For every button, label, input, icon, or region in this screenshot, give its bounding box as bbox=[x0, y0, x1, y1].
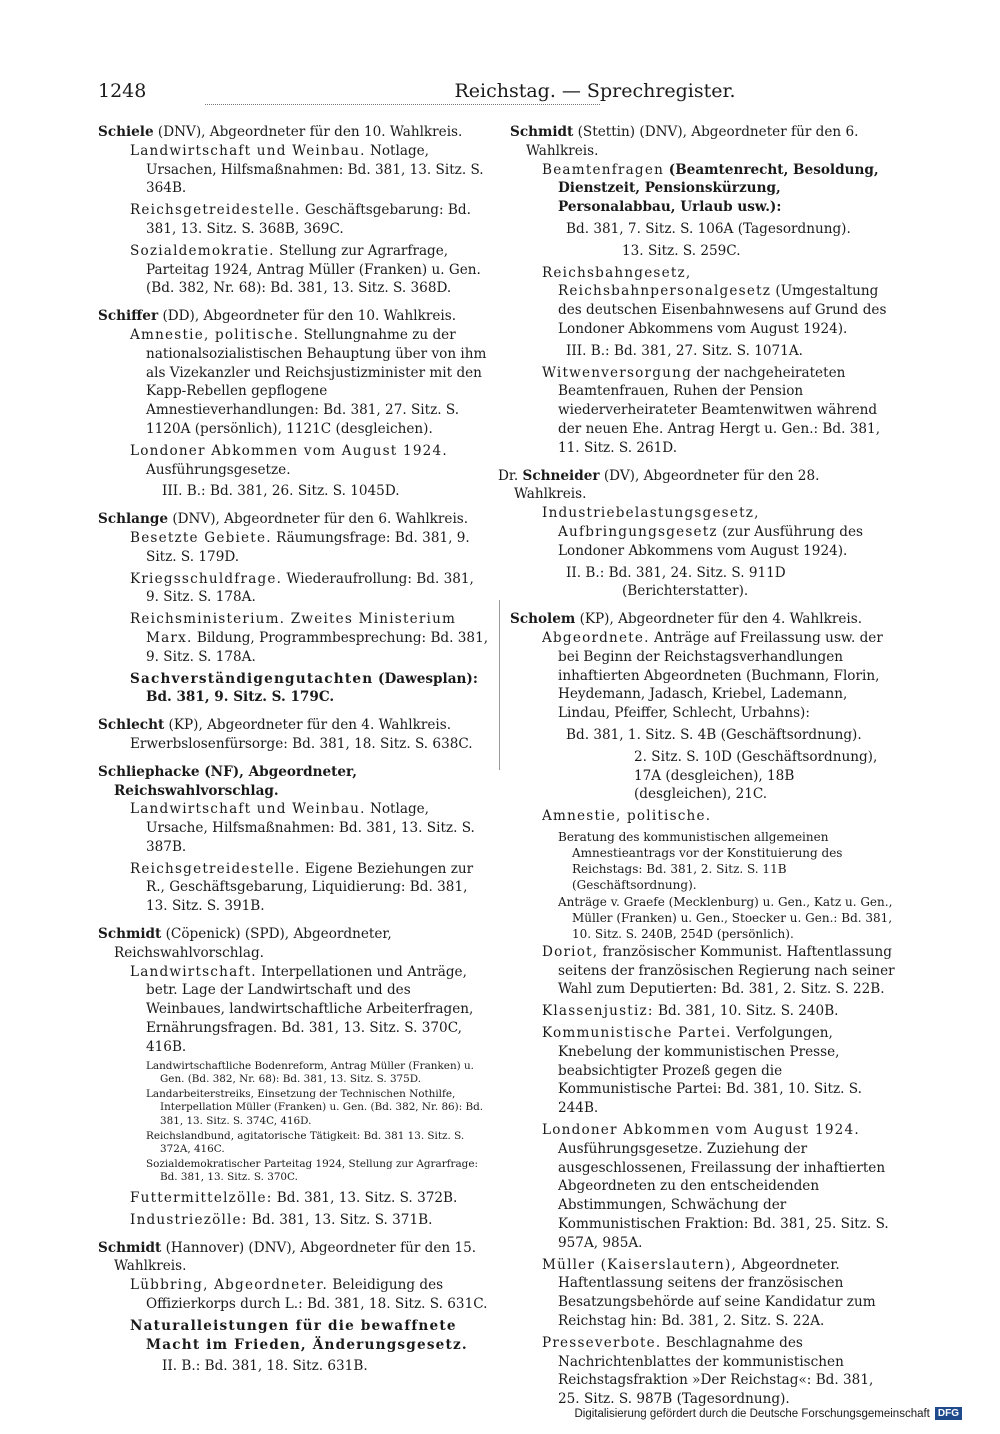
member-info: (KP), Abgeordneter für den 4. Wahlkreis. bbox=[575, 611, 863, 628]
register-entry bbox=[98, 123, 490, 298]
member-name: Scholem bbox=[510, 611, 576, 628]
register-entry bbox=[98, 307, 490, 501]
member-name: Schlecht bbox=[98, 717, 165, 734]
sub-subject-line: Sozialdemokratischer Parteitag 1924, Stellung zur Agrarfrage: Bd. 381, 13. Sitz. S. 370C. bbox=[146, 1157, 478, 1184]
member-name: Schiffer bbox=[98, 308, 159, 325]
subject-line: Abgeordnete. Anträge auf Freilassung usw. der bei Beginn der Reichstagsverhandlungen inhaftierten Abgeordneten (Buchmann, Florin, Heydemann, Jadasch, Kriebel, Lademann, Lindau, Pfeiffer, Schlecht, Urbahns): bbox=[542, 629, 883, 722]
header-rule bbox=[205, 104, 600, 105]
reference-line: III. B.: Bd. 381, 26. Sitz. S. 1045D. bbox=[162, 483, 400, 500]
subject-line: Londoner Abkommen vom August 1924. Ausführungsgesetze. Zuziehung der ausgeschlossenen, Freilassung der inhaftierten Abgeordneten zu den entscheidenden Abstimmungen, Schwächung der Kommunistischen Fraktion: Bd. 381, 25. Sitz. S. 957A, 985A. bbox=[542, 1122, 889, 1251]
subject-line: Reichsministerium. Zweites Ministerium Marx. Bildung, Programmbesprechung: Bd. 381, 9. Sitz. S. 178A. bbox=[130, 611, 489, 665]
member-name: Schmidt bbox=[510, 124, 574, 140]
member-info: (DNV), Abgeordneter für den 10. Wahlkreis. bbox=[153, 124, 463, 140]
register-entry bbox=[98, 925, 490, 1230]
register-entry bbox=[98, 1239, 490, 1377]
sub-subject-line: Landarbeiterstreiks, Einsetzung der Technischen Nothilfe, Interpellation Müller (Franken) u. Gen. (Bd. 382, Nr. 86): Bd. 381, 13. Sitz. S. 374C, 416D. bbox=[146, 1087, 484, 1128]
subject-line: Müller (Kaiserslautern), Abgeordneter. Haftentlassung seitens der französischen Besatzungsbehörde auf seine Kandidatur zum Reichstag hin: Bd. 381, 2. Sitz. S. 22A. bbox=[542, 1256, 876, 1330]
running-title: Reichstag. — Sprechregister. bbox=[454, 80, 736, 102]
sub-subject-line: Beratung des kommunistischen allgemeinen Amnestieantrags vor der Konstituierung des Reichstags: Bd. 381, 2. Sitz. S. 11B (Geschäftsordnung). bbox=[558, 829, 843, 892]
member-name: Schiele bbox=[98, 124, 154, 140]
member-info: (Hannover) (DNV), Abgeordneter für den 15. Wahlkreis. bbox=[114, 1239, 477, 1275]
reference-line: 2. Sitz. S. 10D (Geschäftsordnung), 17A (desgleichen), 18B (desgleichen), 21C. bbox=[634, 748, 878, 803]
footer bbox=[574, 1407, 962, 1420]
reference-line: III. B.: Bd. 381, 27. Sitz. S. 1071A. bbox=[566, 342, 803, 359]
subject-line: Besetzte Gebiete. Räumungsfrage: Bd. 381, 9. Sitz. S. 179D. bbox=[130, 529, 470, 565]
subject-line: Landwirtschaft. Interpellationen und Anträge, betr. Lage der Landwirtschaft und des Weinbaues, landwirtschaftliche Arbeiterfragen, Ernährungsfragen. Bd. 381, 13. Sitz. S. 370C, 416B. bbox=[130, 963, 474, 1055]
register-entry bbox=[510, 610, 895, 1409]
reference-line: II. B.: Bd. 381, 18. Sitz. 631B. bbox=[162, 1358, 368, 1375]
register-entry bbox=[98, 510, 490, 707]
subject-line: Landwirtschaft und Weinbau. Notlage, Ursache, Hilfsmaßnahmen: Bd. 381, 13. Sitz. S. 387B. bbox=[130, 801, 475, 855]
member-info: (DD), Abgeordneter für den 10. Wahlkreis. bbox=[158, 308, 457, 325]
register-entry bbox=[98, 763, 490, 916]
member-name: Schmidt bbox=[98, 926, 162, 943]
member-info: (Cöpenick) (SPD), Abgeordneter, Reichswahlvorschlag. bbox=[114, 926, 392, 961]
subject-line: Reichsbahngesetz, Reichsbahnpersonalgesetz (Umgestaltung des deutschen Eisenbahnwesens auf Grund des Londoner Abkommens vom August 1924). bbox=[542, 264, 887, 337]
left-column bbox=[98, 123, 490, 1385]
reference-line: 13. Sitz. S. 259C. bbox=[622, 242, 741, 259]
subject-line: Sozialdemokratie. Stellung zur Agrarfrage, Parteitag 1924, Antrag Müller (Franken) u. Gen. (Bd. 382, Nr. 68): Bd. 381, 13. Sitz. S. 368D. bbox=[130, 242, 481, 297]
member-info: (DNV), Abgeordneter für den 6. Wahlkreis. bbox=[168, 511, 469, 528]
subject-line: Amnestie, politische. bbox=[542, 808, 712, 825]
member-info: (DV), Abgeordneter für den 28. Wahlkreis. bbox=[514, 467, 820, 503]
subject-line: Reichsgetreidestelle. Eigene Beziehungen zur R., Geschäftsgebarung, Liquidierung: Bd. 381, 13. Sitz. S. 391B. bbox=[130, 860, 474, 915]
subject-line: Kommunistische Partei. Verfolgungen, Knebelung der kommunistischen Presse, beabsichtigter Prozeß gegen die Kommunistische Partei: Bd. 381, 10. Sitz. S. 244B. bbox=[542, 1025, 862, 1117]
subject-line: Industriebelastungsgesetz, Aufbringungsgesetz (zur Ausführung des Londoner Abkommens vom August 1924). bbox=[542, 505, 864, 559]
reference-line: Bd. 381, 1. Sitz. S. 4B (Geschäftsordnung). bbox=[566, 726, 862, 743]
footer-text: Digitalisierung gefördert durch die Deutsche Forschungsgemeinschaft bbox=[574, 1407, 930, 1420]
member-info: (KP), Abgeordneter für den 4. Wahlkreis. bbox=[164, 717, 452, 734]
subject-line: Doriot, französischer Kommunist. Haftentlassung seitens der französischen Regierung nach seiner Wahl zum Deputierten: Bd. 381, 2. Sitz. S. 22B. bbox=[542, 943, 895, 998]
subject-line: Londoner Abkommen vom August 1924. Ausführungsgesetze. bbox=[130, 442, 448, 478]
subject-line: Beamtenfragen (Beamtenrecht, Besoldung, Dienstzeit, Pensionskürzung, Personalabbau, Urlaub usw.): bbox=[542, 161, 879, 216]
subject-line: Lübbring, Abgeordneter. Beleidigung des Offizierkorps durch L.: Bd. 381, 18. Sitz. S. 631C. bbox=[130, 1277, 488, 1312]
sub-subject-line: Anträge v. Graefe (Mecklenburg) u. Gen., Katz u. Gen., Müller (Franken) u. Gen., Stoecker u. Gen.: Bd. 381, 10. Sitz. S. 240B, 254D (persönlich). bbox=[558, 894, 893, 941]
reference-line: Bd. 381, 7. Sitz. S. 106A (Tagesordnung). bbox=[566, 220, 851, 237]
subject-line: Reichsgetreidestelle. Geschäftsgebarung: Bd. 381, 13. Sitz. S. 368B, 369C. bbox=[130, 202, 471, 237]
member-name: Schmidt bbox=[98, 1239, 162, 1256]
register-entry bbox=[98, 716, 490, 754]
subject-line: Witwenversorgung der nachgeheirateten Beamtenfrauen, Ruhen der Pension wiederverheirateter Beamtenwitwen während der neuen Ehe. Antrag Hergt u. Gen.: Bd. 381, 11. Sitz. S. 261D. bbox=[542, 364, 881, 456]
subject-line: Erwerbslosenfürsorge: Bd. 381, 18. Sitz. S. 638C. bbox=[130, 735, 473, 752]
member-name: Schlange bbox=[98, 511, 168, 528]
column-divider bbox=[499, 600, 500, 770]
dfg-logo: DFG bbox=[935, 1407, 962, 1420]
register-entry: Dr. Schneider (DV), Abgeordneter für den 28. Wahlkreis. Industriebelastungsgesetz, Aufbringungsgesetz (zur Ausführung des Londoner Abkommens vom August 1924). II. B.: Bd. 381, 24. Sitz. S. 911D (Berichterstatter). bbox=[510, 467, 895, 602]
right-column bbox=[498, 123, 895, 1418]
subject-line: Klassenjustiz: Bd. 381, 10. Sitz. S. 240B. bbox=[542, 1003, 839, 1020]
sub-subject-line: Landwirtschaftliche Bodenreform, Antrag Müller (Franken) u. Gen. (Bd. 382, Nr. 68): Bd. 381, 13. Sitz. S. 375D. bbox=[146, 1059, 474, 1086]
member-info: (NF), Abgeordneter, Reichswahlvorschlag. bbox=[114, 763, 357, 799]
reference-line: II. B.: Bd. 381, 24. Sitz. S. 911D (Berichterstatter). bbox=[566, 564, 786, 600]
sub-subject-line: Reichslandbund, agitatorische Tätigkeit: Bd. 381 13. Sitz. S. 372A, 416C. bbox=[146, 1129, 465, 1156]
member-name: Schneider bbox=[522, 467, 600, 484]
subject-line: Industriezölle: Bd. 381, 13. Sitz. S. 371B. bbox=[130, 1211, 433, 1228]
subject-line: Sachverständigengutachten (Dawesplan): Bd. 381, 9. Sitz. S. 179C. bbox=[130, 670, 478, 706]
member-name: Schliephacke bbox=[98, 763, 200, 780]
subject-line: Presseverbote. Beschlagnahme des Nachrichtenblattes der kommunistischen Reichstagsfraktion »Der Reichstag«: Bd. 381, 25. Sitz. S. 987B (Tagesordnung). bbox=[542, 1334, 874, 1408]
subject-line: Landwirtschaft und Weinbau. Notlage, Ursachen, Hilfsmaßnahmen: Bd. 381, 13. Sitz. S. 364B. bbox=[130, 142, 484, 197]
subject-line: Amnestie, politische. Stellungnahme zu der nationalsozialistischen Behauptung über von ihm als Vizekanzler und Reichsjustizminister mit den Kapp-Rebellen gepflogene Amnestieverhandlungen: Bd. 381, 27. Sitz. S. 1120A (persönlich), 1121C (desgleichen). bbox=[130, 326, 487, 437]
subject-line: Kriegsschuldfrage. Wiederaufrollung: Bd. 381, 9. Sitz. S. 178A. bbox=[130, 570, 474, 606]
subject-line: Naturalleistungen für die bewaffnete Macht im Frieden, Änderungsgesetz. bbox=[130, 1317, 468, 1353]
member-info: (Stettin) (DNV), Abgeordneter für den 6. Wahlkreis. bbox=[526, 124, 859, 159]
page-number: 1248 bbox=[98, 80, 147, 102]
subject-line: Futtermittelzölle: Bd. 381, 13. Sitz. S. 372B. bbox=[130, 1190, 458, 1206]
register-entry bbox=[510, 123, 895, 458]
